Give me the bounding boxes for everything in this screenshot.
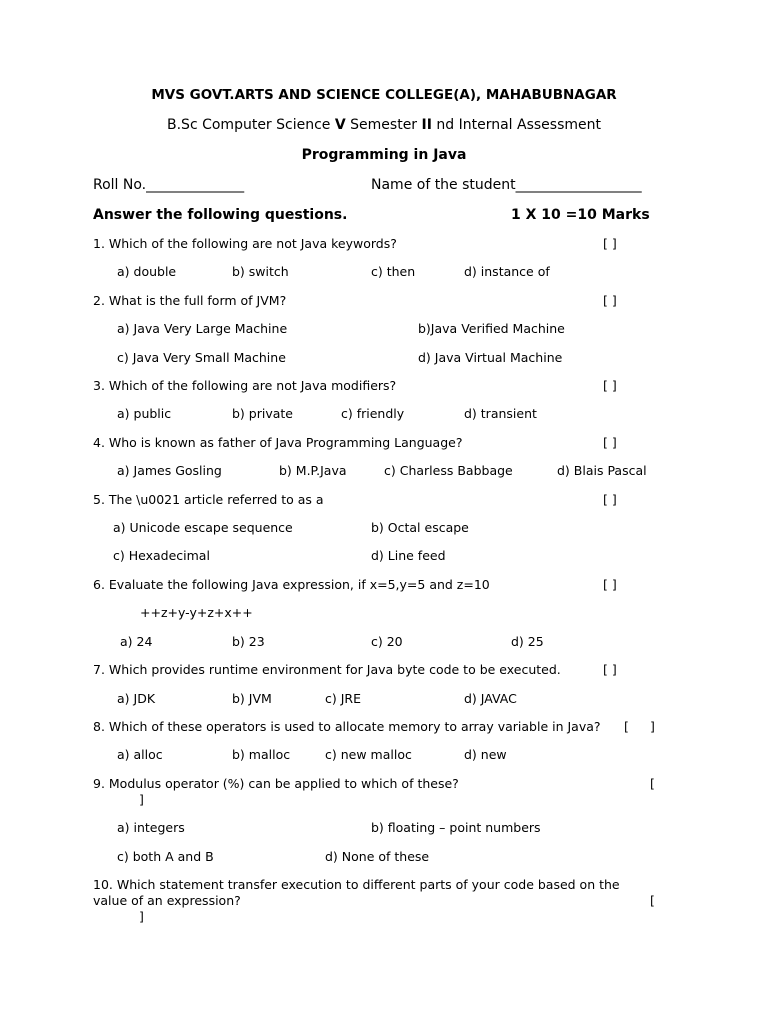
q5-option-d: d) Line feed — [371, 548, 446, 563]
answer-bracket-4: [ ] — [603, 435, 617, 450]
q5-option-a: a) Unicode escape sequence — [113, 520, 293, 535]
marks-text: 1 X 10 =10 Marks — [511, 207, 650, 223]
question-10-continued: value of an expression? — [93, 893, 241, 908]
q2-option-c: c) Java Very Small Machine — [117, 350, 286, 365]
q4-option-a: a) James Gosling — [117, 463, 222, 478]
question-6: 6. Evaluate the following Java expression, if x=5,y=5 and z=10 — [93, 577, 490, 592]
answer-bracket-9-close: ] — [139, 792, 144, 807]
q9-option-b: b) floating – point numbers — [371, 820, 541, 835]
q9-option-a: a) integers — [117, 820, 185, 835]
answer-bracket-2: [ ] — [603, 293, 617, 308]
course-mid: Semester — [345, 117, 422, 133]
q1-option-d: d) instance of — [464, 264, 550, 279]
q1-option-b: b) switch — [232, 264, 289, 279]
course-post: nd Internal Assessment — [431, 117, 601, 133]
q2-option-d: d) Java Virtual Machine — [418, 350, 563, 365]
answer-bracket-8-open: [ — [624, 719, 629, 734]
q3-option-a: a) public — [117, 406, 172, 421]
q2-option-b: b)Java Verified Machine — [418, 321, 565, 336]
answer-bracket-10-open: [ — [650, 893, 655, 908]
question-9: 9. Modulus operator (%) can be applied to which of these? — [93, 776, 459, 791]
q7-option-a: a) JDK — [117, 691, 156, 706]
answer-bracket-3: [ ] — [603, 378, 617, 393]
question-10: 10. Which statement transfer execution to different parts of your code based on the — [93, 877, 620, 892]
q9-option-c: c) both A and B — [117, 849, 214, 864]
question-5: 5. The \u0021 article referred to as a — [93, 492, 324, 507]
q2-option-a: a) Java Very Large Machine — [117, 321, 288, 336]
question-7: 7. Which provides runtime environment for Java byte code to be executed. — [93, 662, 561, 677]
q3-option-c: c) friendly — [341, 406, 405, 421]
q4-option-c: c) Charless Babbage — [384, 463, 513, 478]
q7-option-b: b) JVM — [232, 691, 272, 706]
course-line — [0, 118, 768, 132]
q1-option-a: a) double — [117, 264, 177, 279]
q7-option-d: d) JAVAC — [464, 691, 517, 706]
q6-expression: ++z+y-y+z+x++ — [140, 605, 253, 620]
q8-option-c: c) new malloc — [325, 747, 412, 762]
question-1: 1. Which of the following are not Java keywords? — [93, 236, 397, 251]
student-name-field: Name of the student__________________ — [371, 177, 642, 193]
q4-option-d: d) Blais Pascal — [557, 463, 647, 478]
question-2: 2. What is the full form of JVM? — [93, 293, 287, 308]
q3-option-b: b) private — [232, 406, 293, 421]
q6-option-d: d) 25 — [511, 634, 544, 649]
q6-option-c: c) 20 — [371, 634, 403, 649]
college-title: MVS GOVT.ARTS AND SCIENCE COLLEGE(A), MAHABUBNAGAR — [151, 87, 617, 103]
q5-option-c: c) Hexadecimal — [113, 548, 210, 563]
answer-bracket-7: [ ] — [603, 662, 617, 677]
q4-option-b: b) M.P.Java — [279, 463, 347, 478]
subject-title: Programming in Java — [301, 147, 467, 163]
answer-bracket-6: [ ] — [603, 577, 617, 592]
q6-option-a: a) 24 — [120, 634, 153, 649]
q7-option-c: c) JRE — [325, 691, 361, 706]
q9-option-d: d) None of these — [325, 849, 430, 864]
answer-bracket-5: [ ] — [603, 492, 617, 507]
answer-bracket-9-open: [ — [650, 776, 655, 791]
answer-bracket-1: [ ] — [603, 236, 617, 251]
q6-option-b: b) 23 — [232, 634, 265, 649]
question-8: 8. Which of these operators is used to allocate memory to array variable in Java? — [93, 719, 601, 734]
q8-option-d: d) new — [464, 747, 507, 762]
roll-number-field: Roll No.______________ — [93, 177, 245, 193]
q8-option-b: b) malloc — [232, 747, 291, 762]
course-semester: V — [334, 117, 346, 133]
course-pre: B.Sc Computer Science — [167, 117, 335, 133]
q5-option-b: b) Octal escape — [371, 520, 469, 535]
q3-option-d: d) transient — [464, 406, 537, 421]
question-3: 3. Which of the following are not Java modifiers? — [93, 378, 397, 393]
course-assessment-number: II — [421, 117, 432, 133]
q1-option-c: c) then — [371, 264, 416, 279]
instruction-text: Answer the following questions. — [93, 207, 348, 223]
question-4: 4. Who is known as father of Java Programming Language? — [93, 435, 463, 450]
answer-bracket-10-close: ] — [139, 909, 144, 924]
q8-option-a: a) alloc — [117, 747, 163, 762]
answer-bracket-8-close: ] — [650, 719, 655, 734]
